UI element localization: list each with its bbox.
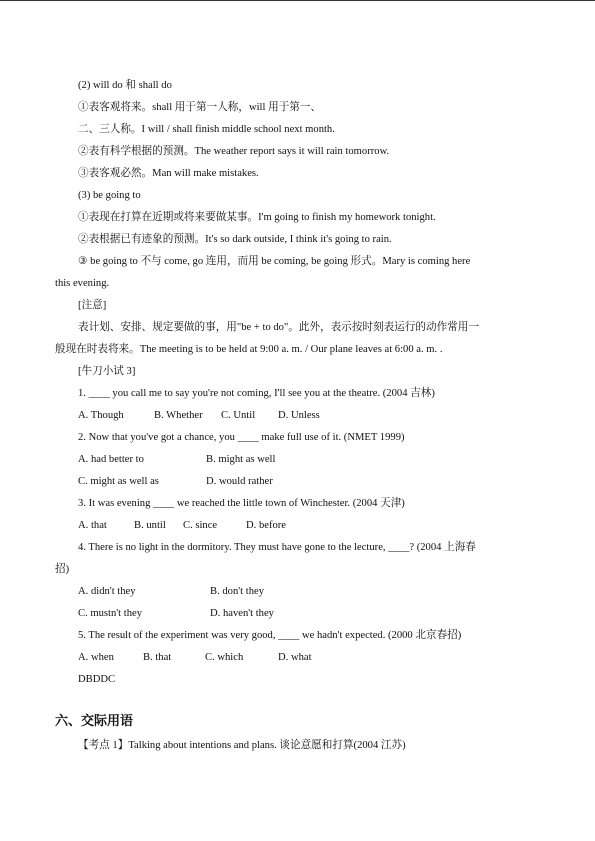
question-option: C. since [183,520,218,531]
question-option: A. that [78,520,107,531]
question-option: D. haven't they [210,608,274,619]
grammar-heading-will-shall: (2) will do 和 shall do [78,80,172,91]
question-option: C. mustn't they [78,608,143,619]
grammar-line: ③表客观必然。Man will make mistakes. [78,168,259,179]
question-stem: 1. ____ you call me to say you're not coming, I'll see you at the theatre. (2004 吉林) [78,388,435,399]
grammar-line: ①表客观将来。shall 用于第一人称，will 用于第一、 [78,102,322,113]
note-line: 般现在时表将来。The meeting is to be held at 9:00 a. m. / Our plane leaves at 6:00 a. m. . [55,344,443,355]
question-option: D. what [278,652,312,663]
question-option: C. which [205,652,244,663]
question-option: C. might as well as [78,476,159,487]
question-option: D. would rather [206,476,273,487]
question-option: A. Though [78,410,124,421]
question-stem: 4. There is no light in the dormitory. They must have gone to the lecture, ____? (2004 上海春 [78,542,476,553]
question-option: B. don't they [210,586,264,597]
question-option: B. might as well [206,454,276,465]
note-line: 表计划、安排、规定要做的事，用"be + to do"。此外，表示按时刻表运行的动作常用一 [78,322,479,333]
question-stem-continued: 招) [55,564,70,575]
question-option: A. had better to [78,454,144,465]
kaodian-line: 【考点 1】Talking about intentions and plans. 谈论意愿和打算(2004 江苏) [78,740,406,751]
question-option: C. Until [221,410,256,421]
question-option: D. Unless [278,410,320,421]
grammar-line: ①表现在打算在近期或将来要做某事。I'm going to finish my homework tonight. [78,212,436,223]
question-option: A. didn't they [78,586,136,597]
section-heading: 六、交际用语 [55,714,134,729]
question-stem: 5. The result of the experiment was very good, ____ we hadn't expected. (2000 北京春招) [78,630,462,641]
grammar-line: ②表有科学根据的预测。The weather report says it will rain tomorrow. [78,146,390,157]
grammar-line: ③ be going to 不与 come, go 连用，而用 be coming, be going 形式。Mary is coming here [78,256,471,267]
grammar-line: this evening. [55,278,110,289]
question-stem: 2. Now that you've got a chance, you ____ make full use of it. (NMET 1999) [78,432,405,443]
question-option: D. before [246,520,287,531]
note-label: [注意] [78,300,107,311]
grammar-heading-be-going-to: (3) be going to [78,190,141,201]
answer-key: DBDDC [78,674,116,685]
question-option: A. when [78,652,114,663]
grammar-line: ②表根据已有迹象的预测。It's so dark outside, I think it's going to rain. [78,234,392,245]
grammar-line: 二、三人称。I will / shall finish middle school next month. [78,124,335,135]
question-option: B. that [143,652,172,663]
question-option: B. Whether [154,410,203,421]
question-option: B. until [134,520,166,531]
practice-label: [牛刀小试 3] [78,366,136,377]
page-top-rule [0,0,595,1]
question-stem: 3. It was evening ____ we reached the little town of Winchester. (2004 天津) [78,498,405,509]
